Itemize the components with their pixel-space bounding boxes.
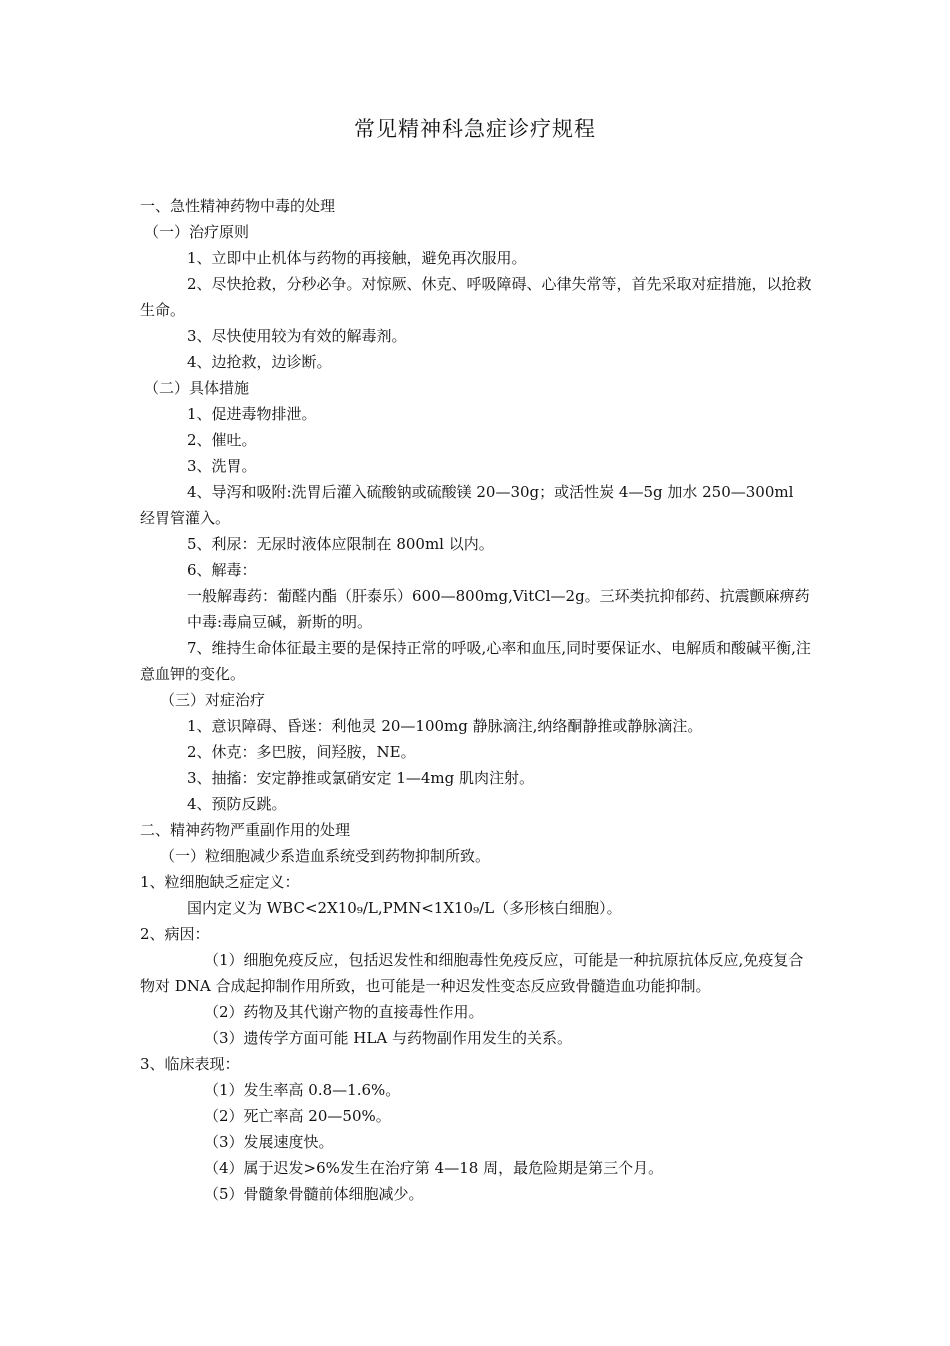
document-body (140, 193, 812, 1207)
etiology-item-3: （3）遗传学方面可能 HLA 与药物副作用发生的关系。 (204, 1029, 572, 1047)
subheading-symptomatic-treatment: （三）对症治疗 (160, 691, 266, 709)
clinical-item-5: （5）骨髓象骨髓前体细胞减少。 (204, 1185, 424, 1203)
document-title: 常见精神科急症诊疗规程 (354, 117, 596, 141)
clinical-item-4: （4）属于迟发>6%发生在治疗第 4—18 周，最危险期是第三个月。 (204, 1159, 664, 1177)
point-1-detail: 国内定义为 WBC<2X10₉/L,PMN<1X10₉/L（多形核白细胞）。 (187, 899, 622, 917)
measure-item-1: 1、促进毒物排泄。 (187, 405, 317, 423)
principle-item-1: 1、立即中止机体与药物的再接触，避免再次服用。 (187, 249, 527, 267)
symptomatic-item-1: 1、意识障碍、昏迷：利他灵 20—100mg 静脉滴注,纳络酮静推或静脉滴注。 (187, 717, 703, 735)
principle-item-3: 3、尽快使用较为有效的解毒剂。 (187, 327, 407, 345)
measure-item-6-detail: 一般解毒药：葡醛内酯（肝泰乐）600—800mg,VitCl—2g。三环类抗抑郁药、抗震颤麻痹药中毒:毒扁豆碱，新斯的明。 (187, 587, 810, 631)
subheading-treatment-principles: （一）治疗原则 (144, 223, 250, 241)
etiology-item-2: （2）药物及其代谢产物的直接毒性作用。 (204, 1003, 484, 1021)
symptomatic-item-2: 2、休克：多巴胺，间羟胺，NE。 (187, 743, 416, 761)
measure-item-3: 3、洗胃。 (187, 457, 257, 475)
point-3-clinical: 3、临床表现： (140, 1055, 240, 1073)
etiology-item-1: （1）细胞免疫反应，包括迟发性和细胞毒性免疫反应，可能是一种抗原抗体反应,免疫复合物对 DNA 合成起抑制作用所致，也可能是一种迟发性变态反应致骨髓造血功能抑制。 (140, 951, 804, 995)
symptomatic-item-3: 3、抽搐：安定静推或氯硝安定 1—4mg 肌肉注射。 (187, 769, 534, 787)
clinical-item-2: （2）死亡率高 20—50%。 (204, 1107, 391, 1125)
subheading-granulocytopenia: （一）粒细胞减少系造血系统受到药物抑制所致。 (160, 847, 491, 865)
measure-item-5: 5、利尿：无尿时液体应限制在 800ml 以内。 (187, 535, 494, 553)
point-2-etiology: 2、病因： (140, 925, 210, 943)
section-heading-2: 二、精神药物严重副作用的处理 (140, 821, 351, 839)
measure-item-6: 6、解毒： (187, 561, 257, 579)
clinical-item-3: （3）发展速度快。 (204, 1133, 334, 1151)
point-1-definition: 1、粒细胞缺乏症定义： (140, 873, 300, 891)
measure-item-7: 7、维持生命体征最主要的是保持正常的呼吸,心率和血压,同时要保证水、电解质和酸碱平衡,注意血钾的变化。 (140, 639, 811, 683)
subheading-specific-measures: （二）具体措施 (144, 379, 250, 397)
measure-item-4: 4、导泻和吸附:洗胃后灌入硫酸钠或硫酸镁 20—30g；或活性炭 4—5g 加水 250—300ml 经胃管灌入。 (140, 483, 794, 527)
clinical-item-1: （1）发生率高 0.8—1.6%。 (204, 1081, 401, 1099)
measure-item-2: 2、催吐。 (187, 431, 257, 449)
principle-item-4: 4、边抢救，边诊断。 (187, 353, 332, 371)
symptomatic-item-4: 4、预防反跳。 (187, 795, 287, 813)
principle-item-2: 2、尽快抢救，分秒必争。对惊厥、休克、呼吸障碍、心律失常等，首先采取对症措施，以抢救生命。 (140, 275, 812, 319)
section-heading-1: 一、急性精神药物中毒的处理 (140, 197, 336, 215)
